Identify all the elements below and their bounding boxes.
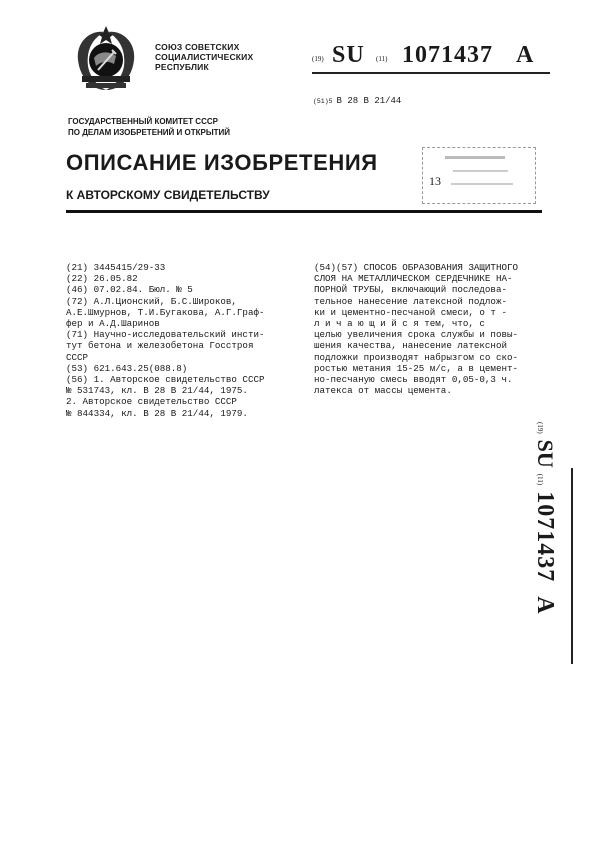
biblio-line: (56) 1. Авторское свидетельство СССР bbox=[66, 374, 265, 386]
publication-number bbox=[312, 42, 552, 72]
abstract-line: тельное нанесение латексной подлож- bbox=[314, 295, 507, 307]
publication-underline bbox=[312, 72, 550, 74]
country-line: СОЦИАЛИСТИЧЕСКИХ bbox=[155, 52, 254, 62]
biblio-line: (22) 26.05.82 bbox=[66, 273, 138, 285]
committee-name bbox=[68, 116, 230, 138]
classification bbox=[313, 96, 401, 106]
biblio-line: СССР bbox=[66, 351, 89, 363]
abstract-line: л и ч а ю щ и й с я тем, что, с bbox=[314, 318, 485, 330]
abstract-line: шения качества, нанесение латексной bbox=[314, 340, 507, 352]
bibliographic-data bbox=[66, 262, 306, 419]
side-patent-number: 1071437 bbox=[532, 491, 558, 583]
biblio-line: (21) 3445415/29-33 bbox=[66, 262, 166, 273]
abstract-line: ростью метания 15-25 м/с, а в цемент- bbox=[314, 362, 518, 374]
side-underline bbox=[571, 468, 573, 664]
kind-code: A bbox=[516, 42, 534, 68]
country-name bbox=[155, 42, 253, 72]
document-title: ОПИСАНИЕ ИЗОБРЕТЕНИЯ bbox=[66, 150, 378, 175]
biblio-line: (46) 07.02.84. Бюл. № 5 bbox=[66, 284, 193, 296]
biblio-line: (71) Научно-исследовательский инсти- bbox=[66, 329, 265, 341]
abstract-line: (54)(57) СПОСОБ ОБРАЗОВАНИЯ ЗАЩИТНОГО bbox=[314, 262, 518, 273]
biblio-line: тут бетона и железобетона Госстроя bbox=[66, 340, 254, 352]
biblio-line: № 844334, кл. В 28 В 21/44, 1979. bbox=[66, 407, 248, 419]
document-subtitle: К АВТОРСКОМУ СВИДЕТЕЛЬСТВУ bbox=[66, 188, 270, 202]
country-line: РЕСПУБЛИК bbox=[155, 62, 209, 72]
biblio-line: фер и А.Д.Шаринов bbox=[66, 318, 160, 330]
country-line: СОЮЗ СОВЕТСКИХ bbox=[155, 42, 240, 52]
biblio-line: А.Е.Шмурнов, Т.И.Бугакова, А.Г.Граф- bbox=[66, 306, 265, 318]
side-publication-label bbox=[528, 422, 588, 672]
abstract-line: ки и цементно-песчаной смеси, о т - bbox=[314, 306, 507, 318]
side-kind-code: A bbox=[532, 596, 558, 614]
abstract-line: но-песчаную смесь вводят 0,05-0,3 ч. bbox=[314, 374, 513, 386]
biblio-line: № 531743, кл. В 28 В 21/44, 1975. bbox=[66, 385, 248, 397]
side-inid-19: (19) bbox=[536, 422, 544, 434]
header-rule bbox=[66, 210, 542, 213]
abstract-line: подложки производят набрызгом со ско- bbox=[314, 351, 518, 363]
abstract-line: ПОРНОЙ ТРУБЫ, включающий последова- bbox=[314, 284, 507, 296]
ussr-emblem-icon bbox=[68, 20, 144, 96]
committee-line: ПО ДЕЛАМ ИЗОБРЕТЕНИЙ И ОТКРЫТИЙ bbox=[68, 128, 231, 137]
abstract-line: целью увеличения срока службы и повы- bbox=[314, 329, 518, 341]
inid-code-19: (19) bbox=[312, 55, 324, 63]
biblio-line: (72) А.Л.Ционский, Б.С.Широков, bbox=[66, 295, 237, 307]
inid-code-51: (51)5 bbox=[313, 98, 333, 105]
abstract bbox=[314, 262, 544, 396]
inid-code-11: (11) bbox=[376, 55, 388, 63]
biblio-line: (53) 621.643.25(088.8) bbox=[66, 362, 188, 374]
abstract-line: СЛОЯ НА МЕТАЛЛИЧЕСКОМ СЕРДЕЧНИКЕ НА- bbox=[314, 273, 513, 285]
stamp-number: 13 bbox=[429, 174, 441, 188]
biblio-line: 2. Авторское свидетельство СССР bbox=[66, 396, 237, 408]
library-stamp bbox=[422, 147, 536, 204]
patent-number: 1071437 bbox=[402, 42, 493, 68]
committee-line: ГОСУДАРСТВЕННЫЙ КОМИТЕТ СССР bbox=[68, 117, 218, 126]
ipc-class: В 28 В 21/44 bbox=[336, 96, 402, 106]
side-country-code: SU bbox=[533, 439, 558, 468]
country-code: SU bbox=[332, 42, 365, 68]
side-inid-11: (11) bbox=[536, 473, 544, 486]
abstract-line: латекса от массы цемента. bbox=[314, 385, 452, 397]
